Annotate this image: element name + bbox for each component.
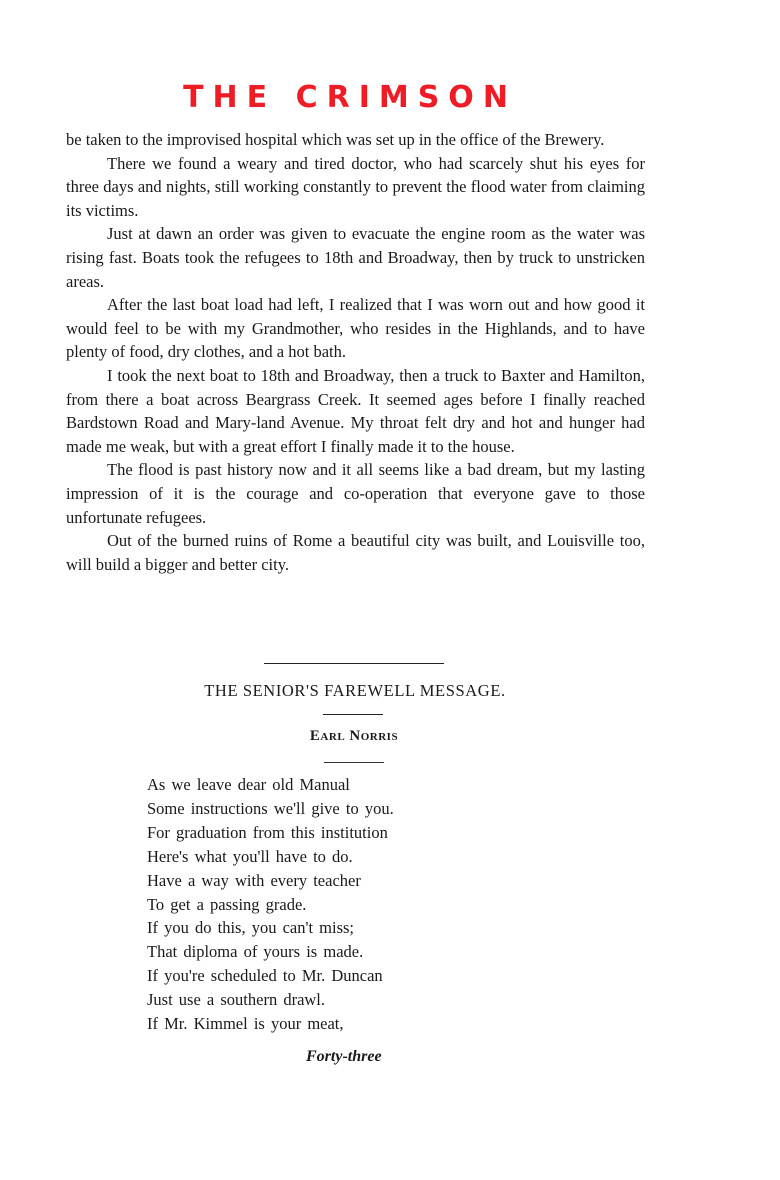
poem-line: If Mr. Kimmel is your meat, [147, 1014, 344, 1034]
poem-line: Some instructions we'll give to you. [147, 798, 394, 818]
poem-author: Earl Norris [309, 728, 399, 744]
poem-line: If you're scheduled to Mr. Duncan [147, 966, 383, 986]
paragraph: I took the next boat to 18th and Broadway, then a truck to Baxter and Hamilton, from there a boat across Beargrass Creek. It seemed ages before I finally reached Bardstown Road and Mary-land Avenue. My throat felt dry and hot and hunger had made me weak, but with a great effort I finally made it to the house. [66, 365, 645, 456]
title-divider [323, 714, 383, 715]
page-number: Forty-three [306, 1048, 382, 1065]
poem-line: That diploma of yours is made. [147, 942, 364, 962]
poem-line: Just use a southern drawl. [147, 990, 326, 1010]
paragraph: The flood is past history now and it all seems like a bad dream, but my lasting impression of it is the courage and co-operation that everyone gave to those unfortunate refugees. [66, 460, 645, 527]
poem-line: If you do this, you can't miss; [147, 918, 355, 938]
poem-line: For graduation from this institution [147, 822, 388, 842]
masthead-title: THE CRIMSON [183, 80, 517, 115]
poem-body [147, 773, 507, 1036]
paragraph: There we found a weary and tired doctor, who had scarcely shut his eyes for three days and nights, still working constantly to prevent the flood water from claiming its victims. [66, 153, 645, 220]
poem-line: Here's what you'll have to do. [147, 846, 353, 866]
poem-line: To get a passing grade. [147, 894, 307, 914]
poem-title: THE SENIOR'S FAREWELL MESSAGE. [204, 681, 506, 700]
poem-line: Have a way with every teacher [147, 870, 361, 890]
poem-line: As we leave dear old Manual [147, 775, 350, 794]
paragraph: Just at dawn an order was given to evacuate the engine room as the water was rising fast. Boats took the refugees to 18th and Broadway, then by truck to unstricken areas. [66, 224, 645, 291]
paragraph: Out of the burned ruins of Rome a beautiful city was built, and Louisville too, will build a bigger and better city. [66, 531, 645, 574]
section-divider [264, 663, 444, 664]
author-divider [324, 762, 384, 763]
article-body [66, 128, 645, 576]
paragraph: be taken to the improvised hospital which was set up in the office of the Brewery. [66, 130, 605, 149]
paragraph: After the last boat load had left, I realized that I was worn out and how good it would feel to be with my Grandmother, who resides in the Highlands, and to have plenty of food, dry clothes, and a hot bath. [66, 295, 645, 362]
